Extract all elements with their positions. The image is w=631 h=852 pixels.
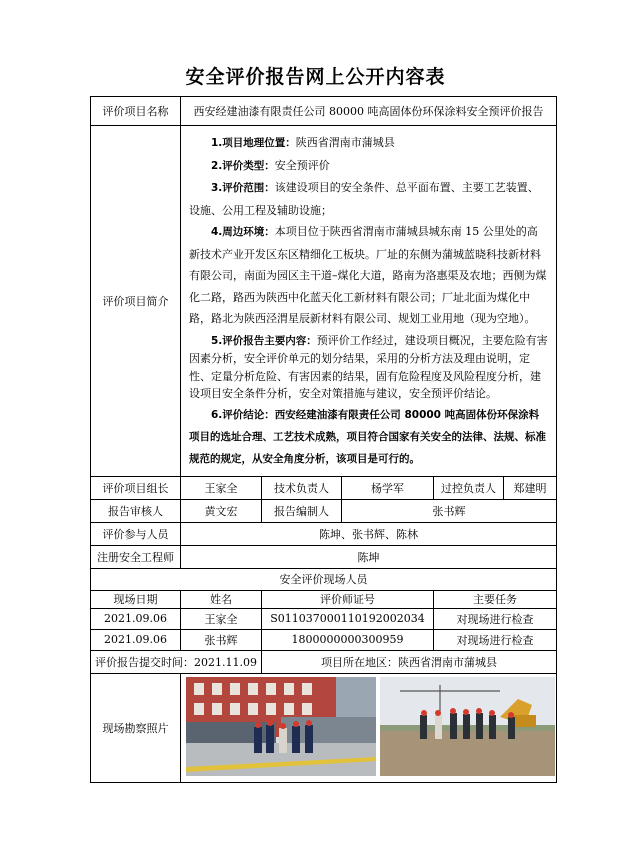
col-date: 现场日期 bbox=[91, 590, 181, 608]
row-cert: 1800000000300959 bbox=[262, 629, 434, 650]
intro-conclusion: 6.评价结论：西安经建油漆有限责任公司 80000 吨高固体份环保涂料项目的选址合理、工艺技术成熟，项目符合国家有关安全的法律、法规、标准规范的规定，从安全角度分析，该项目是可行的。 bbox=[189, 408, 546, 465]
row-name: 张书辉 bbox=[181, 629, 262, 650]
reviewer-value: 黄文宏 bbox=[181, 499, 262, 522]
project-name: 西安经建油漆有限责任公司 80000 吨高固体份环保涂料安全预评价报告 bbox=[181, 97, 557, 126]
leader-value: 王家全 bbox=[181, 476, 262, 499]
col-cert: 评价师证号 bbox=[262, 590, 434, 608]
site-photo-1 bbox=[186, 677, 376, 776]
intro-location: 1.项目地理位置：陕西省渭南市蒲城县 bbox=[211, 136, 395, 149]
region-value: 陕西省渭南市蒲城县 bbox=[398, 655, 497, 669]
table-row bbox=[91, 629, 557, 650]
tech-label: 技术负责人 bbox=[262, 476, 342, 499]
author-value: 张书辉 bbox=[342, 499, 557, 522]
photos-label: 现场勘察照片 bbox=[91, 673, 181, 782]
intro-label: 评价项目简介 bbox=[91, 126, 181, 477]
row-task: 对现场进行检查 bbox=[434, 608, 557, 629]
row-date: 2021.09.06 bbox=[91, 608, 181, 629]
intro-content bbox=[181, 126, 557, 477]
engineer-value: 陈坤 bbox=[181, 545, 557, 568]
col-task: 主要任务 bbox=[434, 590, 557, 608]
submit-cell bbox=[91, 650, 262, 673]
intro-main-content: 5.评价报告主要内容：预评价工作经过，建设项目概况，主要危险有害因素分析，安全评价单元的划分结果，采用的分析方法及理由说明，定性、定量分析危险、有害因素的结果，固有危险程度及风险程度分析，建设项目安全条件分析，安全对策措施与建议，安全预评价结论。 bbox=[189, 333, 548, 400]
onsite-header: 安全评价现场人员 bbox=[91, 568, 557, 590]
tech-value: 杨学军 bbox=[342, 476, 434, 499]
reviewer-label: 报告审核人 bbox=[91, 499, 181, 522]
project-name-label: 评价项目名称 bbox=[91, 97, 181, 126]
region-cell bbox=[262, 650, 557, 673]
col-name: 姓名 bbox=[181, 590, 262, 608]
intro-environment: 4.周边环境：本项目位于陕西省渭南市蒲城县城东南 15 公里处的高新技术产业开发区东区精细化工板块。厂址的东侧为蒲城蓝晓科技新材料有限公司，南面为园区主干道–煤化大道，路南为洛惠渠及农地；西侧为煤化二路，路西为陕西中化蓝天化工新材料有限公司；厂址北面为煤化中路，路北为陕西泾渭星辰新材料有限公司、规划工业用地（现为空地）。 bbox=[189, 225, 547, 325]
row-name: 王家全 bbox=[181, 608, 262, 629]
photos-cell bbox=[181, 673, 557, 782]
table-row bbox=[91, 608, 557, 629]
intro-type: 2.评价类型：安全预评价 bbox=[211, 158, 330, 172]
participants-label: 评价参与人员 bbox=[91, 522, 181, 545]
submit-date: 2021.11.09 bbox=[194, 655, 257, 669]
row-date: 2021.09.06 bbox=[91, 629, 181, 650]
process-value: 郑建明 bbox=[504, 476, 557, 499]
engineer-label: 注册安全工程师 bbox=[91, 545, 181, 568]
intro-scope: 3.评价范围：该建设项目的安全条件、总平面布置、主要工艺装置、设施、公用工程及辅助设施； bbox=[189, 181, 539, 217]
page-title: 安全评价报告网上公开内容表 bbox=[185, 66, 446, 88]
region-label: 项目所在地区： bbox=[321, 655, 398, 669]
site-photo-2 bbox=[380, 677, 555, 776]
row-task: 对现场进行检查 bbox=[434, 629, 557, 650]
row-cert: S011037000110192002034 bbox=[262, 608, 434, 629]
participants-value: 陈坤、张书辉、陈林 bbox=[181, 522, 557, 545]
submit-label: 评价报告提交时间： bbox=[95, 655, 194, 669]
author-label: 报告编制人 bbox=[262, 499, 342, 522]
process-label: 过控负责人 bbox=[434, 476, 504, 499]
leader-label: 评价项目组长 bbox=[91, 476, 181, 499]
report-table bbox=[90, 96, 557, 783]
